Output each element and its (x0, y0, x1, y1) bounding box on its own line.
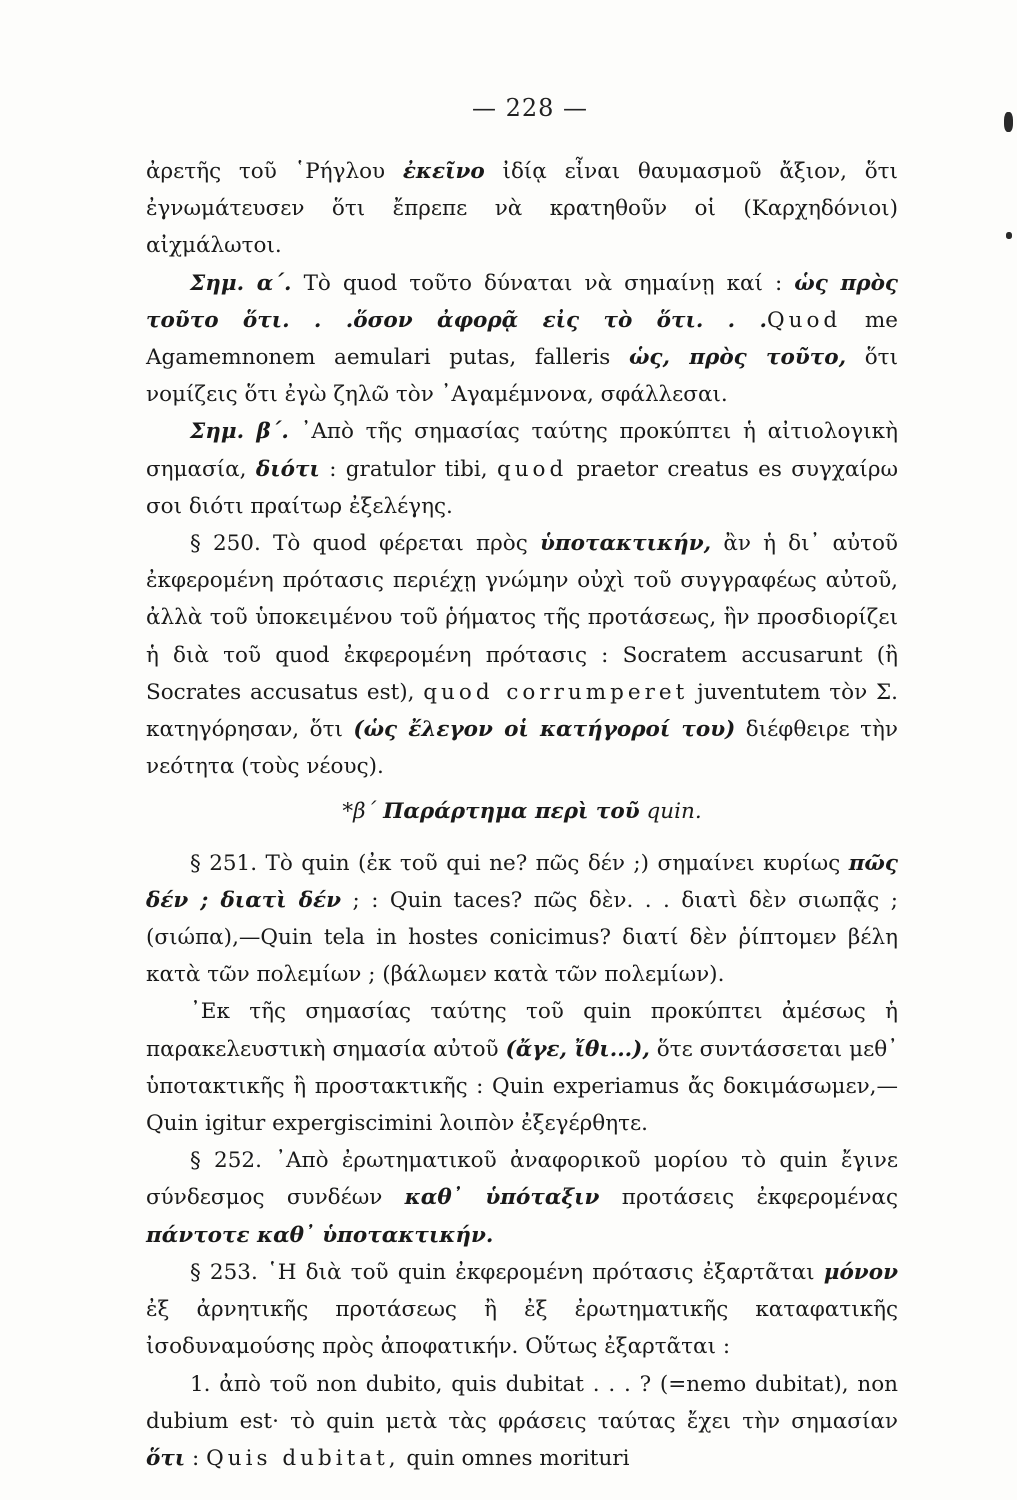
spaced-latin: Quod (767, 307, 842, 333)
spaced-latin: quod corrumperet (423, 679, 689, 705)
spaced-latin: Quis dubitat, (206, 1445, 400, 1471)
text-run: praetor creatus es συγχαίρω σοι διότι πραίτωρ ἐξελέγης. (146, 456, 899, 519)
text-run: ἂν ἡ δι᾿ αὐτοῦ ἐκφερομένη πρότασις περιέχῃ γνώμην οὐχὶ τοῦ συγγραφέως αὐτοῦ, ἀλλὰ τοῦ ὑποκειμένου τοῦ ῥήματος τῆς προτάσεως, ἣν προσδιορίζει ἡ διὰ τοῦ quod ἐκφερομένη πρότασις : Socratem accusarunt (ἢ Socrates accusatus est), (146, 531, 899, 705)
scan-speck (1006, 232, 1012, 239)
section-252 (146, 1142, 898, 1254)
heading-mark: *β΄ (342, 799, 384, 825)
emphasis-run: μόνον (823, 1259, 898, 1285)
section-250 (146, 525, 898, 785)
text-run: προτάσεις ἐκφερομένας (599, 1185, 898, 1211)
emphasis-run: πῶς δέν ; διατὶ δέν (146, 850, 898, 913)
text-run: : (185, 1445, 207, 1471)
text-run: me Agamemnonem aemulari putas, falleris (146, 307, 898, 371)
emphasis-run: (ὡς ἔλεγον οἱ κατήγοροί του) (353, 717, 736, 743)
text-run: ᾿Εκ τῆς σημασίας ταύτης τοῦ quin προκύπτει ἀμέσως ἡ παρακελευστικὴ σημασία αὐτοῦ (146, 999, 898, 1062)
emphasis-run: ὅτι (146, 1445, 186, 1471)
text-run: ᾿Απὸ τῆς σημασίας ταύτης προκύπτει ἡ αἰτιολογικὴ σημασία, (146, 419, 898, 482)
heading-term: quin. (639, 799, 702, 825)
emphasis-run: ὡς, πρὸς τοῦτο, (628, 345, 847, 371)
scan-speck (1004, 112, 1013, 132)
emphasis-run: καθ᾿ ὑπόταξιν (404, 1185, 600, 1211)
text-run: ἀρετῆς τοῦ ῾Ρήγλου (146, 159, 403, 184)
text-run: ἐξ ἀρνητικῆς προτάσεως ἢ ἐξ ἐρωτηματικῆς καταφατικῆς ἰσοδυναμούσης πρὸς ἀποφατικήν. Οὕτως ἐξαρτᾶται : (146, 1297, 898, 1360)
text-run: ὅτε συντάσσεται μεθ᾿ ὑποτακτικῆς ἢ προστακτικῆς : Quin experiamus ἄς δοκιμάσωμεν,—Quin igitur expergiscimini λοιπὸν ἐξεγέρθητε. (146, 1036, 898, 1137)
note-beta (146, 413, 898, 525)
text-run: ; : Quin taces? πῶς δὲν. . . διατὶ δὲν σιωπᾷς ; (σιώπα),—Quin tela in hostes conicimus? διατί δὲν ῥίπτομεν βέλη κατὰ τῶν πολεμίων ; (βάλωμεν κατὰ τῶν πολεμίων). (146, 887, 899, 988)
text-run: § 252. ᾿Απὸ ἐρωτηματικοῦ ἀναφορικοῦ μορίου τὸ quin ἔγινε σύνδεσμος συνδέων (146, 1148, 898, 1211)
emphasis-run: ὑποτακτικήν, (539, 531, 712, 557)
text-run: § 253. ῾Η διὰ τοῦ quin ἐκφερομένη πρότασις ἐξαρτᾶται (190, 1259, 824, 1285)
text-run: ἰδίᾳ εἶναι θαυμασμοῦ ἄξιον, ὅτι ἐγνωμάτευσεν ὅτι ἔπρεπε νὰ κρατηθοῦν οἱ (Καρχηδόνιοι) αἰχμάλωτοι. (146, 159, 898, 259)
note-label: Σημ. β΄. (190, 419, 289, 445)
text-run: 1. ἀπὸ τοῦ non dubito, quis dubitat . . . ? (=nemo dubitat), non dubium est· τὸ quin μετὰ τὰς φράσεις ταύτας ἔχει τὴν σημασίαν (146, 1371, 898, 1434)
text-run: § 251. Τὸ quin (ἐκ τοῦ qui ne? πῶς δέν ;) σημαίνει κυρίως (190, 850, 849, 876)
emphasis-run: πάντοτε καθ᾿ ὑποτακτικήν. (146, 1222, 494, 1248)
emphasis-run: (ἄγε, ἴθι...), (505, 1036, 650, 1062)
text-run: διέφθειρε τὴν νεότητα (τοὺς νέους). (146, 717, 898, 780)
section-heading (146, 793, 898, 830)
text-run: Τὸ quod τοῦτο δύναται νὰ σημαίνῃ καί : (291, 270, 795, 296)
body-text (146, 153, 898, 1477)
emphasis-run: διότι (255, 456, 320, 482)
text-run: ὅτι νομίζεις ὅτι ἐγὼ ζηλῶ τὸν ᾿Αγαμέμνονα, σφάλλεσαι. (146, 345, 898, 408)
list-item-1 (146, 1366, 898, 1478)
page-number: — 228 — (471, 94, 589, 122)
note-label: Σημ. α΄. (190, 270, 292, 296)
emphasis-run: ὡς πρὸς τοῦτο ὅτι. . .ὅσον ἀφορᾷ εἰς τὸ ὅτι. . . (146, 270, 899, 333)
paragraph-continuation (146, 153, 898, 265)
text-run: : gratulor tibi, (319, 456, 497, 482)
text-run: § 250. Τὸ quod φέρεται πρὸς (190, 531, 540, 557)
heading-title: Παράρτημα περὶ τοῦ (383, 799, 640, 825)
section-251 (146, 845, 898, 994)
paragraph-hortative (146, 993, 898, 1142)
text-run: quin omnes morituri (399, 1445, 630, 1471)
emphasis-run: ἐκεῖνο (402, 159, 485, 184)
note-alpha (146, 265, 898, 414)
section-253 (146, 1254, 898, 1366)
spaced-latin: quod (496, 456, 568, 482)
text-run: juventutem τὸν Σ. κατηγόρησαν, ὅτι (146, 679, 898, 743)
